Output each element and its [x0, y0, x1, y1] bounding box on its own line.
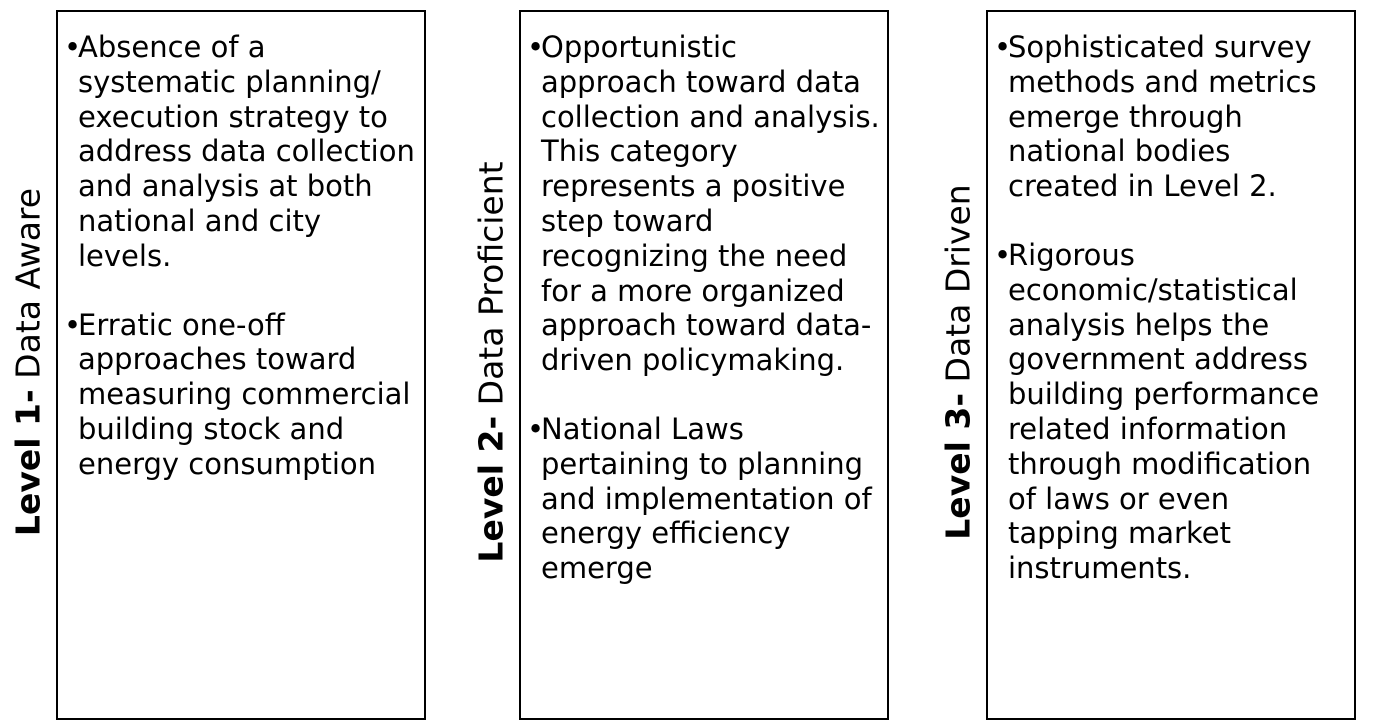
- level-2-name: Data Proficient: [471, 160, 511, 416]
- level-1-column: [0, 0, 440, 723]
- bullet-icon: •: [527, 30, 545, 64]
- level-1-bullet-2-text: Erratic one-off approaches toward measuring commercial building stock and energy consumption: [78, 307, 411, 481]
- level-3-column: [930, 0, 1370, 723]
- level-1-number: Level 1-: [8, 388, 48, 536]
- level-3-label: [930, 0, 986, 723]
- level-3-number: Level 3-: [938, 392, 978, 540]
- level-3-bullet-1-text: Sophisticated survey methods and metrics emerge through national bodies created in Level 2.: [1008, 30, 1317, 204]
- level-1-label: [0, 0, 56, 723]
- level-1-bullet-2: [64, 308, 418, 482]
- bullet-icon: •: [64, 30, 82, 64]
- level-3-bullet-2-text: Rigorous economic/statistical analysis helps the government address building performance related information through modification of laws or even tapping market instruments.: [1008, 237, 1320, 586]
- level-2-bullet-1-text: Opportunistic approach toward data collection and analysis. This category represents a positive step toward recognizing the need for a more organized approach toward data-driven policymaking.: [541, 30, 880, 378]
- level-2-bullet-2-text: National Laws pertaining to planning and implementation of energy efficiency emerge: [541, 411, 872, 586]
- level-1-bullet-1-text: Absence of a systematic planning/ execution strategy to address data collection and analysis at both national and city levels.: [78, 30, 415, 273]
- level-2-label: [463, 0, 519, 723]
- level-1-box: [56, 10, 426, 720]
- level-3-name: Data Driven: [938, 183, 978, 393]
- bullet-icon: •: [994, 237, 1012, 272]
- bullet-icon: •: [527, 411, 545, 446]
- level-3-bullet-1: [994, 30, 1348, 204]
- level-1-bullet-1: [64, 30, 418, 274]
- level-2-box: [519, 10, 889, 720]
- level-3-box: [986, 10, 1356, 720]
- level-2-bullet-2: [527, 412, 881, 586]
- level-2-number: Level 2-: [471, 415, 511, 563]
- level-1-name: Data Aware: [8, 187, 48, 389]
- bullet-icon: •: [64, 307, 82, 342]
- level-3-bullet-2: [994, 238, 1348, 586]
- level-2-column: [463, 0, 903, 723]
- level-2-bullet-1: [527, 30, 881, 378]
- bullet-icon: •: [994, 30, 1012, 64]
